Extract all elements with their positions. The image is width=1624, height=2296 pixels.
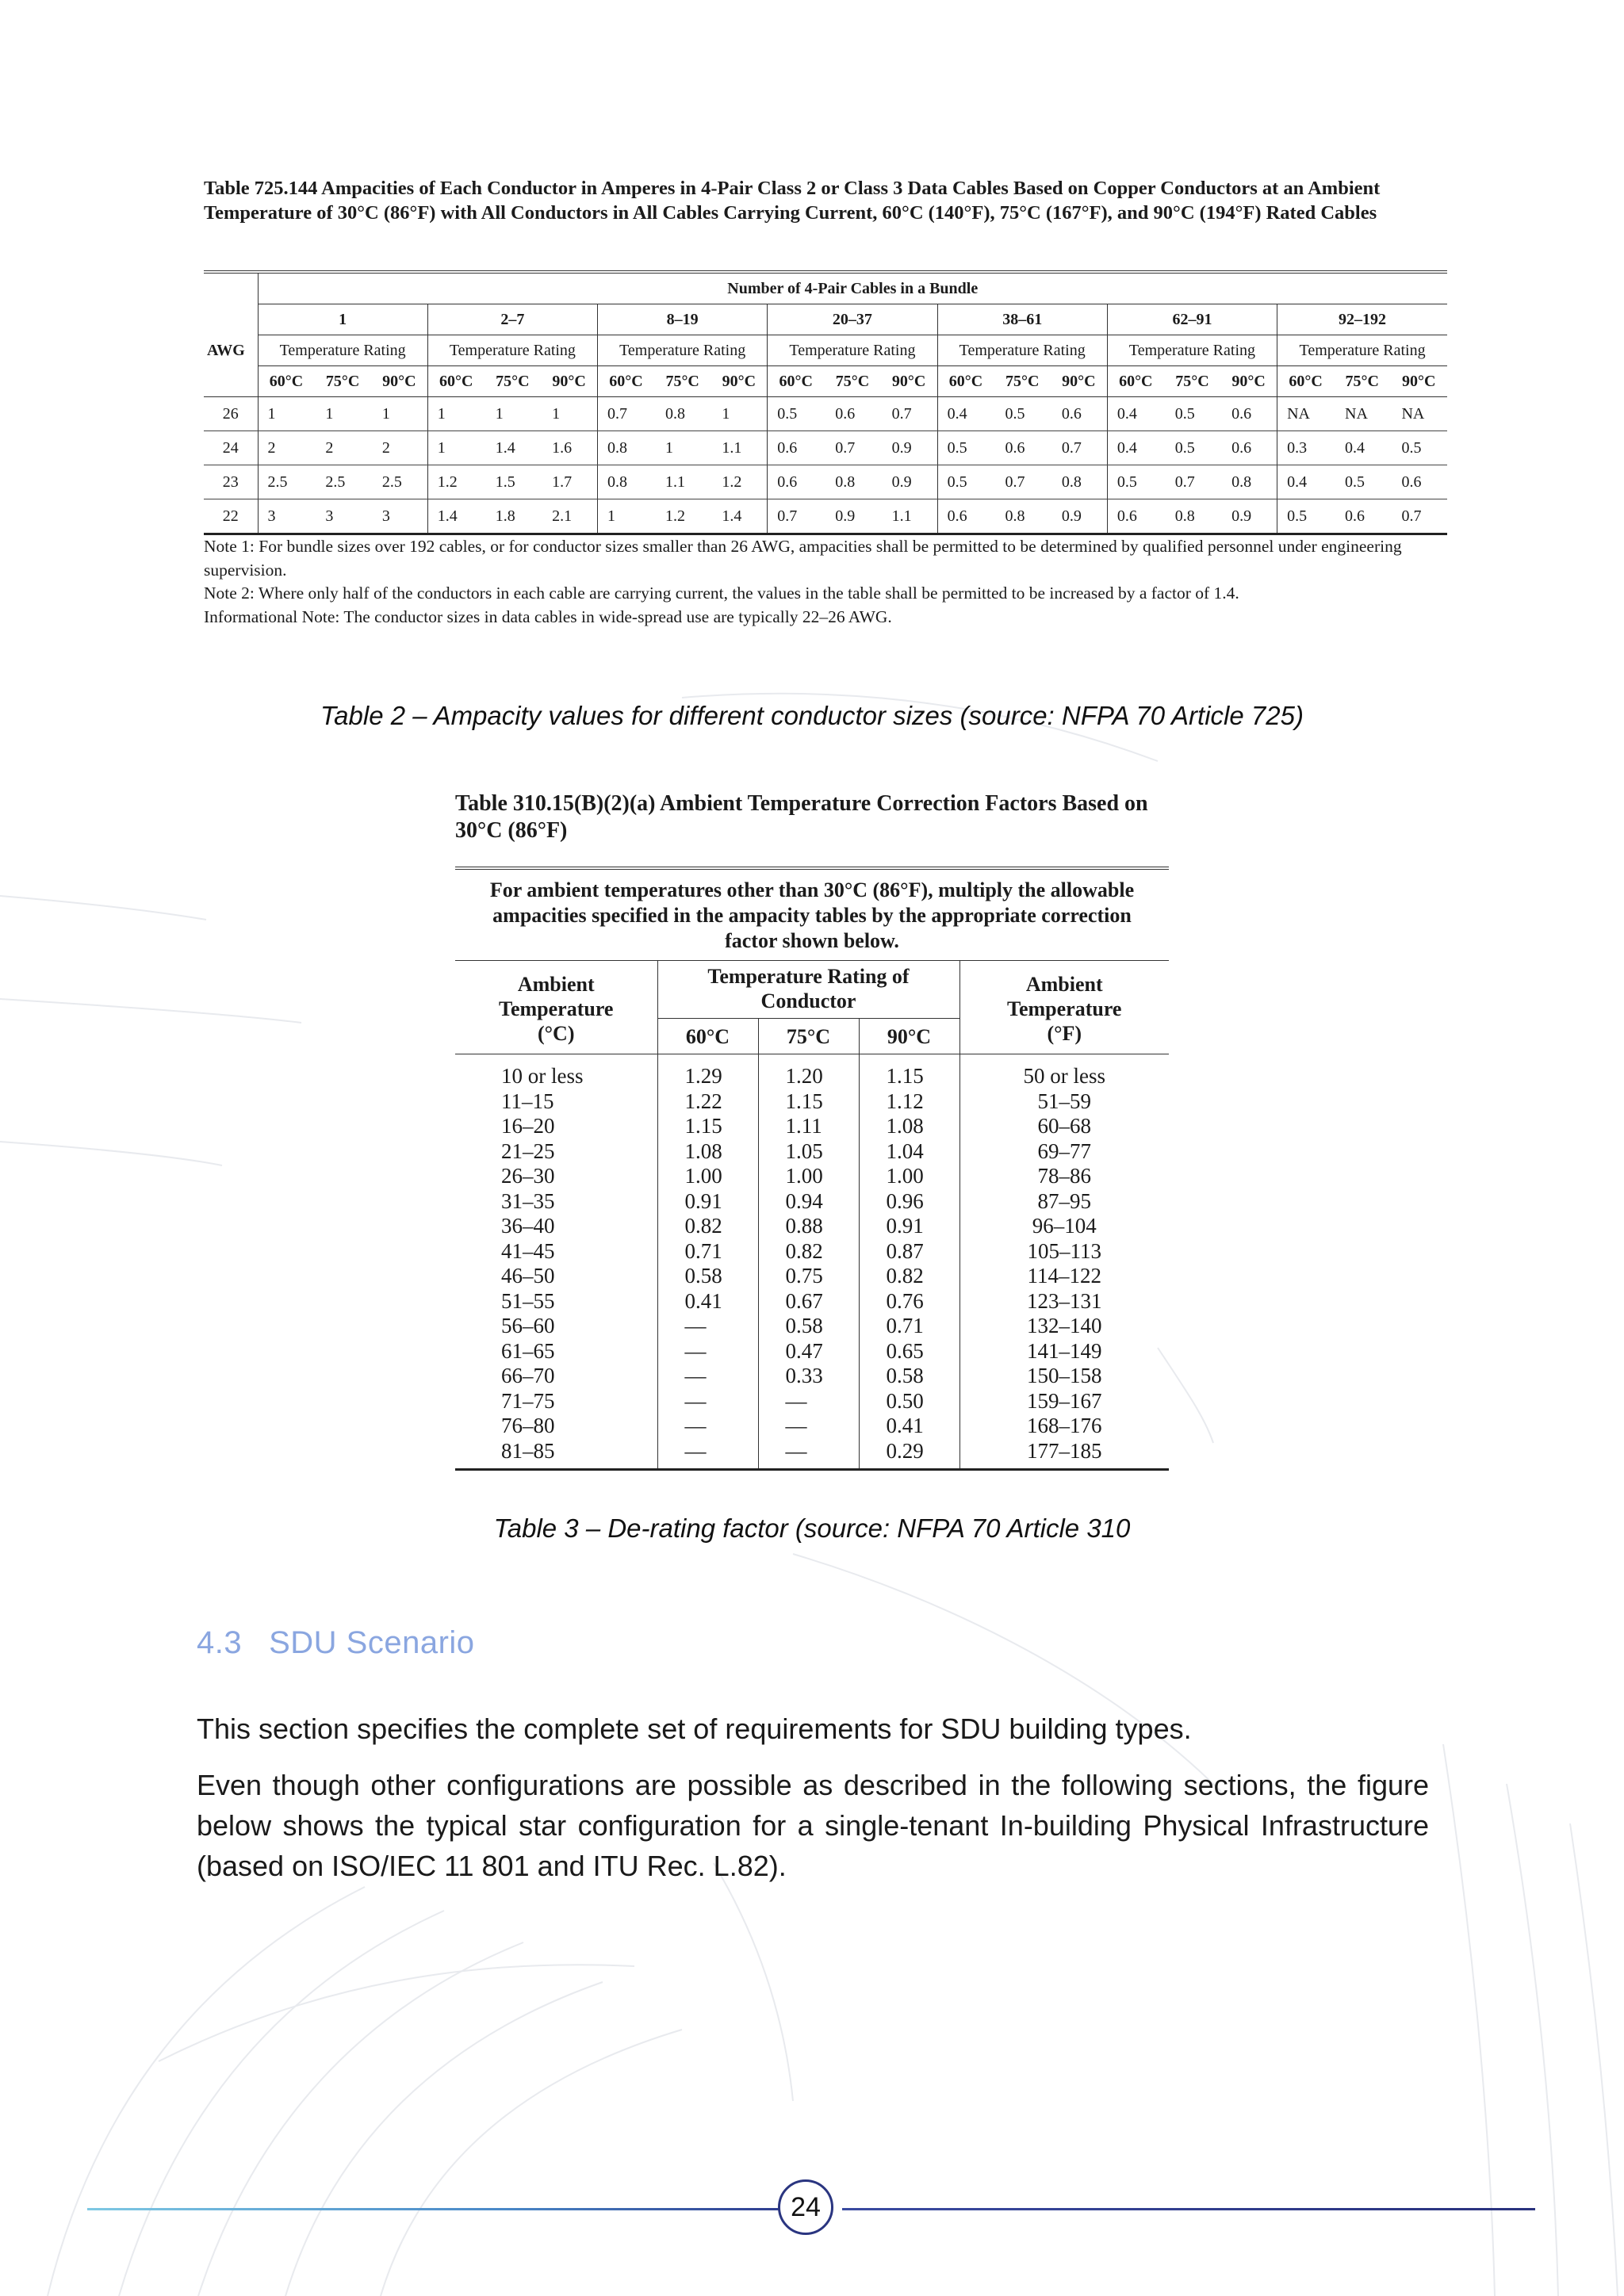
ampacity-cell: 0.9 (1231, 507, 1252, 525)
ampacity-cell: 0.7 (768, 499, 824, 534)
ampacity-cell: 1.5 (485, 465, 541, 499)
ampacity-cell: 0.8 (598, 431, 654, 465)
factor-cell: 1.05 (758, 1139, 859, 1165)
ampacity-cell: 0.9 (1061, 507, 1082, 525)
ambient-c-cell: 10 or less (501, 1064, 584, 1088)
ampacity-cell: 1.2 (427, 465, 484, 499)
bundle-header: 92–192 (1277, 304, 1447, 335)
temp-header: 60°C (427, 366, 484, 397)
ambient-c-cell: 56–60 (501, 1314, 555, 1337)
ampacity-cell: 1 (541, 397, 597, 431)
factor-cell: 0.58 (657, 1264, 758, 1289)
note-1: Note 1: For bundle sizes over 192 cables, or for conductor sizes smaller than 26 AWG, ampacities shall be permitted to be determined by qualified personnel under engineering supervision. (204, 537, 1402, 580)
table-row (204, 397, 1447, 431)
section-title: SDU Scenario (269, 1625, 475, 1660)
ambient-f-cell: 105–113 (959, 1239, 1169, 1265)
factor-cell: 1.29 (657, 1054, 758, 1089)
note-2: Note 2: Where only half of the conductors in each cable are carrying current, the values in the table shall be permitted to be increased by a factor of 1.4. (204, 584, 1239, 603)
ambient-f-cell: 50 or less (959, 1054, 1169, 1089)
ambient-c-cell: 21–25 (501, 1138, 555, 1163)
table-row (455, 1114, 1169, 1139)
factor-cell: 0.75 (758, 1264, 859, 1289)
ampacity-cell: 0.5 (1277, 499, 1334, 534)
ampacity-cell: 0.8 (1174, 507, 1195, 525)
correction-factor-table (455, 961, 1169, 1471)
table-row (455, 1439, 1169, 1470)
temperature-rating-header: Temperature Rating (1107, 335, 1277, 366)
ampacity-cell: 0.8 (1005, 507, 1025, 525)
temp-header: 60°C (598, 366, 654, 397)
ambient-f-cell: 123–131 (959, 1289, 1169, 1314)
factor-cell: 1.20 (758, 1054, 859, 1089)
ambient-f-cell: 96–104 (959, 1214, 1169, 1239)
factor-cell: 1.15 (657, 1114, 758, 1139)
bundle-group-header: Number of 4-Pair Cables in a Bundle (258, 272, 1447, 304)
factor-cell: — (657, 1364, 758, 1389)
factor-cell: 0.33 (758, 1364, 859, 1389)
ampacity-cell: 0.7 (881, 397, 937, 431)
factor-cell: 1.11 (758, 1114, 859, 1139)
ambient-f-cell: 132–140 (959, 1314, 1169, 1339)
correction-table-container (455, 867, 1169, 1471)
ampacity-cell: 3 (381, 507, 390, 525)
ambient-c-cell: 66–70 (501, 1364, 555, 1387)
ampacity-cell: 0.5 (937, 431, 994, 465)
table-row (455, 1414, 1169, 1439)
ampacity-cell: 1 (427, 397, 484, 431)
awg-spacer (204, 366, 258, 397)
ampacity-cell: 0.5 (994, 397, 1050, 431)
bundle-header: 38–61 (937, 304, 1107, 335)
temp-header: 90°C (371, 366, 427, 397)
factor-cell: 0.67 (758, 1289, 859, 1314)
temperature-rating-header: Temperature Rating (427, 335, 597, 366)
factor-cell: 1.00 (859, 1164, 959, 1189)
ambient-c-cell: 81–85 (501, 1438, 555, 1463)
ampacity-cell: 2.5 (371, 465, 427, 499)
ampacity-cell: 0.8 (598, 465, 654, 499)
ampacity-cell: NA (1390, 397, 1447, 431)
temperature-rating-header: Temperature Rating (1277, 335, 1447, 366)
factor-cell: — (758, 1389, 859, 1414)
factor-cell: 0.71 (859, 1314, 959, 1339)
ambient-c-cell: 31–35 (501, 1188, 555, 1213)
informational-note: Informational Note: The conductor sizes in data cables in wide-spread use are typically 22–26 AWG. (204, 607, 892, 626)
awg-header: AWG (207, 341, 245, 359)
ampacity-table-container (204, 270, 1447, 535)
ampacity-cell: 0.4 (1277, 465, 1334, 499)
temperature-rating-header: Temperature Rating (768, 335, 937, 366)
table-row (455, 1389, 1169, 1414)
ampacity-cell: 2.5 (314, 465, 370, 499)
ambient-c-cell: 51–55 (501, 1288, 555, 1313)
bundle-header: 8–19 (598, 304, 768, 335)
ampacity-cell: 0.6 (824, 397, 880, 431)
ambient-c-cell: 61–65 (501, 1338, 555, 1363)
ampacity-cell: 0.8 (1220, 465, 1277, 499)
temp-header: 75°C (485, 366, 541, 397)
factor-cell: 1.15 (758, 1089, 859, 1115)
factor-cell: 1.04 (859, 1139, 959, 1165)
ampacity-cell: 0.9 (835, 507, 856, 525)
ambient-f-cell: 60–68 (959, 1114, 1169, 1139)
section-number: 4.3 (197, 1625, 243, 1660)
table-row (455, 1189, 1169, 1215)
temp-header: 90°C (881, 366, 937, 397)
ampacity-cell: 0.8 (824, 465, 880, 499)
temp-header: 60°C (768, 366, 824, 397)
ambient-c-cell: 26–30 (501, 1164, 555, 1188)
ampacity-cell: 0.6 (1107, 499, 1163, 534)
table-row (204, 465, 1447, 499)
ampacity-cell: NA (1334, 397, 1390, 431)
ampacity-cell: 2 (314, 431, 370, 465)
table-row (455, 1139, 1169, 1165)
factor-cell: — (657, 1314, 758, 1339)
table-row (455, 1089, 1169, 1115)
factor-cell: — (657, 1339, 758, 1364)
ambient-f-cell: 69–77 (959, 1139, 1169, 1165)
ampacity-cell: 1 (258, 397, 314, 431)
table-725-title: Table 725.144 Ampacities of Each Conductor in Amperes in 4-Pair Class 2 or Class 3 Data Cables Based on Copper Conductors at an Ambient Temperature of 30°C (86°F) with All Conductors in All Cables Carrying Current, 60°C (140°F), 75°C (167°F), and 90°C (194°F) Rated Cables (204, 178, 1381, 224)
ampacity-cell: 2.1 (552, 507, 573, 525)
awg-cell: 26 (204, 397, 258, 431)
ambient-c-header: Ambient Temperature (°C) (455, 961, 657, 1054)
ampacity-cell: 0.7 (824, 431, 880, 465)
factor-cell: 1.12 (859, 1089, 959, 1115)
factor-cell: 1.22 (657, 1089, 758, 1115)
ampacity-cell: 0.5 (1164, 431, 1220, 465)
factor-cell: 0.50 (859, 1389, 959, 1414)
ambient-f-cell: 177–185 (959, 1439, 1169, 1470)
temp-header: 60°C (937, 366, 994, 397)
ambient-c-cell: 76–80 (501, 1414, 555, 1437)
ambient-f-cell: 87–95 (959, 1189, 1169, 1215)
table-2-caption: Table 2 – Ampacity values for different conductor sizes (source: NFPA 70 Article 725) (320, 701, 1304, 730)
ampacity-cell: 0.6 (1345, 507, 1365, 525)
factor-cell: 0.71 (657, 1239, 758, 1265)
ampacity-cell: 0.5 (1390, 431, 1447, 465)
factor-cell: 0.29 (859, 1439, 959, 1470)
factor-cell: — (657, 1414, 758, 1439)
factor-cell: 0.91 (859, 1214, 959, 1239)
ampacity-cell: NA (1277, 397, 1334, 431)
factor-cell: 1.00 (657, 1164, 758, 1189)
table-row (455, 1164, 1169, 1189)
ampacity-cell: 0.8 (654, 397, 710, 431)
ampacity-cell: 1 (710, 397, 767, 431)
paragraph-configuration: Even though other configurations are possible as described in the following sections, the figure below shows the typical star configuration for a single-tenant In-building Physical Infrastructure (based on ISO/IEC 11 801 and ITU Rec. L.82). (197, 1769, 1429, 1882)
ampacity-cell: 0.5 (1334, 465, 1390, 499)
ampacity-cell: 0.6 (768, 431, 824, 465)
factor-cell: 0.88 (758, 1214, 859, 1239)
ambient-c-cell: 46–50 (501, 1264, 555, 1288)
ambient-f-cell: 141–149 (959, 1339, 1169, 1364)
ambient-c-cell: 41–45 (501, 1238, 555, 1263)
factor-cell: 0.76 (859, 1289, 959, 1314)
ampacity-cell: 0.7 (1401, 507, 1422, 525)
ampacity-cell: 0.6 (1390, 465, 1447, 499)
table-row (455, 1289, 1169, 1314)
ampacity-cell: 2 (371, 431, 427, 465)
ampacity-cell: 0.3 (1277, 431, 1334, 465)
table-row (455, 1339, 1169, 1364)
ambient-f-header: Ambient Temperature (°F) (959, 961, 1169, 1054)
temperature-rating-header: Temperature Rating (598, 335, 768, 366)
ampacity-cell: 0.7 (1164, 465, 1220, 499)
factor-cell: 0.47 (758, 1339, 859, 1364)
rating-header: Temperature Rating of Conductor (657, 961, 959, 1019)
ampacity-cell: 3 (258, 499, 314, 534)
ampacity-cell: 0.5 (937, 465, 994, 499)
table-3-caption: Table 3 – De-rating factor (source: NFPA 70 Article 310 (493, 1513, 1131, 1543)
ampacity-cell: 0.9 (881, 465, 937, 499)
factor-cell: 0.82 (657, 1214, 758, 1239)
awg-cell: 23 (204, 465, 258, 499)
ambient-c-cell: 71–75 (501, 1388, 555, 1413)
table-725-notes (204, 535, 1447, 629)
ambient-c-cell: 36–40 (501, 1214, 555, 1238)
factor-cell: 1.00 (758, 1164, 859, 1189)
factor-cell: 0.96 (859, 1189, 959, 1215)
ambient-f-cell: 78–86 (959, 1164, 1169, 1189)
ampacity-cell: 0.4 (1334, 431, 1390, 465)
temp-header: 90°C (1220, 366, 1277, 397)
temp-header: 90°C (1051, 366, 1107, 397)
ampacity-cell: 1.4 (722, 507, 742, 525)
awg-spacer (204, 304, 258, 335)
ampacity-cell: 0.6 (937, 499, 994, 534)
awg-cell: 24 (204, 431, 258, 465)
temp-header: 75°C (994, 366, 1050, 397)
temperature-rating-header: Temperature Rating (258, 335, 427, 366)
temp-header: 75°C (758, 1019, 859, 1054)
page-number: 24 (778, 2179, 833, 2235)
temp-header: 60°C (657, 1019, 758, 1054)
table-310-title: Table 310.15(B)(2)(a) Ambient Temperature Correction Factors Based on 30°C (86°F) (455, 791, 1148, 843)
factor-cell: 0.58 (758, 1314, 859, 1339)
temp-header: 60°C (1107, 366, 1163, 397)
ampacity-cell: 1 (314, 397, 370, 431)
footer-line-right (842, 2208, 1535, 2210)
factor-cell: 1.08 (657, 1139, 758, 1165)
ampacity-cell: 1 (371, 397, 427, 431)
ampacity-cell: 0.6 (768, 465, 824, 499)
temp-header: 90°C (859, 1019, 959, 1054)
ampacity-cell: 1.1 (654, 465, 710, 499)
correction-table-intro: For ambient temperatures other than 30°C (86°F), multiply the allowable ampacities specified in the ampacity tables by the appropriate correction factor shown below. (455, 867, 1169, 961)
paragraph-intro: This section specifies the complete set of requirements for SDU building types. (197, 1712, 1192, 1745)
temp-header: 90°C (1390, 366, 1447, 397)
ampacity-cell: 2 (258, 431, 314, 465)
ampacity-cell: 1.4 (485, 431, 541, 465)
ambient-f-cell: 168–176 (959, 1414, 1169, 1439)
temp-header: 60°C (1277, 366, 1334, 397)
table-row (455, 1239, 1169, 1265)
ampacity-cell: 0.4 (937, 397, 994, 431)
ampacity-cell: 1.4 (427, 499, 484, 534)
factor-cell: 0.65 (859, 1339, 959, 1364)
factor-cell: 0.87 (859, 1239, 959, 1265)
ampacity-cell: 1 (598, 499, 654, 534)
temp-header: 60°C (258, 366, 314, 397)
footer-line-left (87, 2208, 782, 2210)
ampacity-cell: 3 (325, 507, 334, 525)
ambient-f-cell: 150–158 (959, 1364, 1169, 1389)
table-row (204, 431, 1447, 465)
factor-cell: 0.58 (859, 1364, 959, 1389)
factor-cell: 0.82 (758, 1239, 859, 1265)
ampacity-cell: 0.6 (1051, 397, 1107, 431)
ampacity-cell: 0.9 (881, 431, 937, 465)
table-row (204, 499, 1447, 534)
ampacity-cell: 1.7 (541, 465, 597, 499)
ampacity-table (204, 270, 1447, 535)
ampacity-cell: 0.7 (994, 465, 1050, 499)
bundle-header: 2–7 (427, 304, 597, 335)
ampacity-cell: 0.5 (1164, 397, 1220, 431)
ambient-c-cell: 11–15 (501, 1089, 554, 1113)
temp-header: 75°C (1334, 366, 1390, 397)
factor-cell: — (657, 1439, 758, 1470)
factor-cell: — (657, 1389, 758, 1414)
ampacity-cell: 1.2 (710, 465, 767, 499)
ampacity-cell: 0.4 (1107, 397, 1163, 431)
table-row (455, 1214, 1169, 1239)
table-row (455, 1364, 1169, 1389)
factor-cell: 0.41 (859, 1414, 959, 1439)
temp-header: 75°C (654, 366, 710, 397)
ambient-f-cell: 114–122 (959, 1264, 1169, 1289)
bundle-header: 20–37 (768, 304, 937, 335)
temp-header: 75°C (314, 366, 370, 397)
table-row (455, 1054, 1169, 1089)
factor-cell: 1.08 (859, 1114, 959, 1139)
ambient-f-cell: 159–167 (959, 1389, 1169, 1414)
ampacity-cell: 0.5 (768, 397, 824, 431)
ambient-f-cell: 51–59 (959, 1089, 1169, 1115)
ampacity-cell: 1.8 (495, 507, 515, 525)
ampacity-cell: 1.1 (710, 431, 767, 465)
ampacity-cell: 1.2 (665, 507, 685, 525)
temp-header: 75°C (824, 366, 880, 397)
ampacity-cell: 0.7 (1051, 431, 1107, 465)
ampacity-cell: 1 (654, 431, 710, 465)
table-row (455, 1314, 1169, 1339)
bundle-header: 1 (258, 304, 427, 335)
ampacity-cell: 0.6 (1220, 431, 1277, 465)
factor-cell: 0.94 (758, 1189, 859, 1215)
ampacity-cell: 0.6 (1220, 397, 1277, 431)
temp-header: 90°C (710, 366, 767, 397)
ampacity-cell: 1 (427, 431, 484, 465)
ampacity-cell: 1.1 (891, 507, 912, 525)
factor-cell: 0.82 (859, 1264, 959, 1289)
ampacity-cell: 0.7 (598, 397, 654, 431)
ampacity-cell: 0.4 (1107, 431, 1163, 465)
ampacity-cell: 1.6 (541, 431, 597, 465)
factor-cell: 1.15 (859, 1054, 959, 1089)
ampacity-cell: 2.5 (258, 465, 314, 499)
awg-cell: 22 (222, 507, 239, 525)
ampacity-cell: 0.5 (1107, 465, 1163, 499)
ampacity-cell: 0.6 (994, 431, 1050, 465)
factor-cell: — (758, 1414, 859, 1439)
temp-header: 75°C (1164, 366, 1220, 397)
factor-cell: 0.41 (657, 1289, 758, 1314)
table-row (455, 1264, 1169, 1289)
temperature-rating-header: Temperature Rating (937, 335, 1107, 366)
factor-cell: — (758, 1439, 859, 1470)
factor-cell: 0.91 (657, 1189, 758, 1215)
temp-header: 90°C (541, 366, 597, 397)
bundle-header: 62–91 (1107, 304, 1277, 335)
ampacity-cell: 1 (485, 397, 541, 431)
awg-spacer (204, 272, 258, 304)
section-heading (197, 1625, 475, 1661)
ambient-c-cell: 16–20 (501, 1114, 555, 1138)
ampacity-cell: 0.8 (1051, 465, 1107, 499)
